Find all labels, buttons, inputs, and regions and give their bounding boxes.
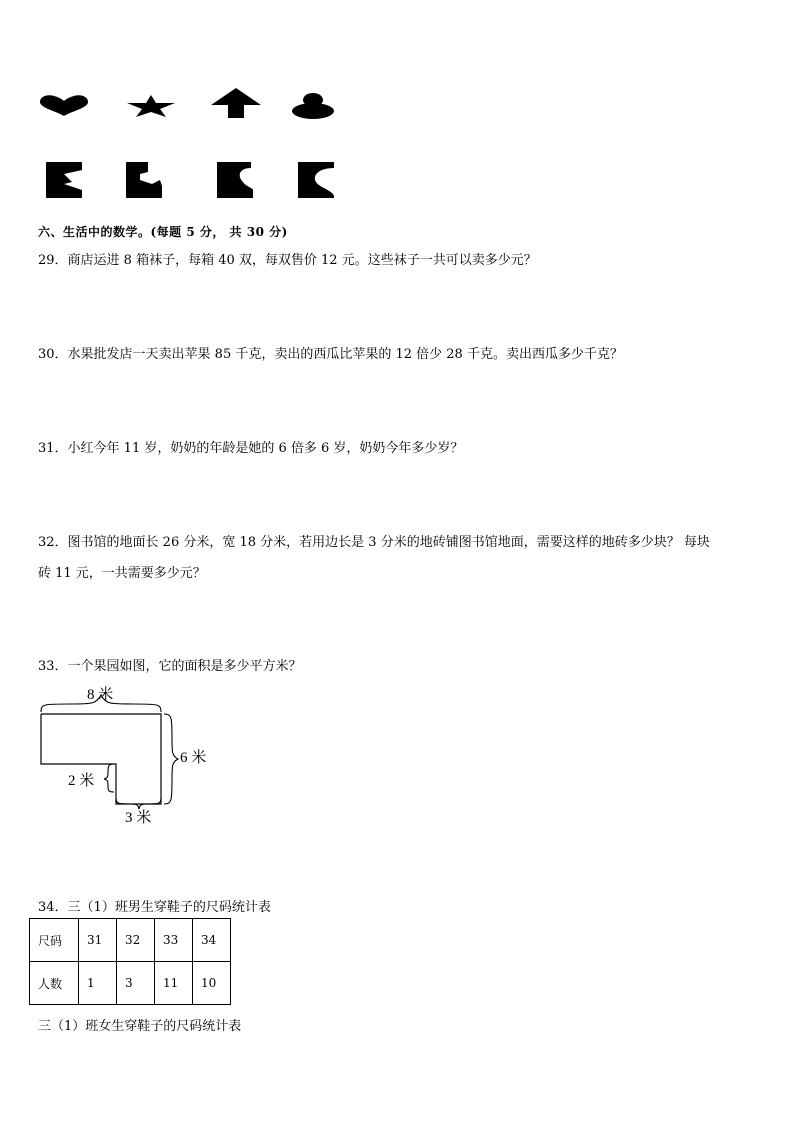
table-cell: 1: [79, 962, 117, 1005]
table-cell: 34: [193, 919, 231, 962]
question-34: 34．三（1）班男生穿鞋子的尺码统计表: [38, 900, 271, 915]
table-cell: 10: [193, 962, 231, 1005]
table-cell: 32: [117, 919, 155, 962]
notched-block-3: [217, 160, 257, 198]
table-header-cell: 尺码: [30, 919, 79, 962]
notch-height-brace: [104, 764, 114, 792]
table-cell: 11: [155, 962, 193, 1005]
table-cell: 3: [117, 962, 155, 1005]
question-32-line-1: 32．图书馆的地面长 26 分米，宽 18 分米，若用边长是 3 分米的地砖铺图书馆地面，需要这样的地砖多少块？ 每块: [38, 535, 710, 550]
notched-block-2: [126, 162, 164, 198]
orchard-outline: [41, 714, 161, 804]
figure-top-label: 8 米: [87, 687, 114, 703]
right-brace: [164, 714, 178, 804]
section-title: 六、生活中的数学。(每题 5 分， 共 30 分): [38, 225, 288, 239]
figure-notch-height-label: 2 米: [68, 773, 95, 789]
table-row: [30, 962, 231, 1005]
figure-notch-width-label: 3 米: [125, 810, 152, 826]
question-29: 29．商店运进 8 箱袜子，每箱 40 双，每双售价 12 元。这些袜子一共可以卖多少元？: [38, 253, 537, 268]
figure-right-label: 6 米: [180, 750, 207, 766]
table-row: [30, 919, 231, 962]
orchard-figure: [30, 690, 180, 815]
arrow-up-shape: [209, 88, 263, 118]
footer-caption: 三（1）班女生穿鞋子的尺码统计表: [38, 1019, 242, 1034]
table-cell: 31: [79, 919, 117, 962]
shoe-size-table: [29, 918, 231, 1005]
heart-shape: [38, 94, 90, 118]
notched-block-1: [46, 162, 84, 198]
table-cell: 33: [155, 919, 193, 962]
notched-block-4: [298, 162, 336, 198]
snowman-shape: [290, 92, 336, 120]
question-33: 33．一个果园如图，它的面积是多少平方米？: [38, 659, 302, 674]
star-shape: [126, 95, 176, 117]
question-31: 31．小红今年 11 岁，奶奶的年龄是她的 6 倍多 6 岁，奶奶今年多少岁？: [38, 441, 464, 456]
table-header-cell: 人数: [30, 962, 79, 1005]
question-30: 30．水果批发店一天卖出苹果 85 千克，卖出的西瓜比苹果的 12 倍少 28 千克。卖出西瓜多少千克？: [38, 347, 623, 362]
question-32-line-2: 砖 11 元，一共需要多少元？: [38, 566, 206, 581]
